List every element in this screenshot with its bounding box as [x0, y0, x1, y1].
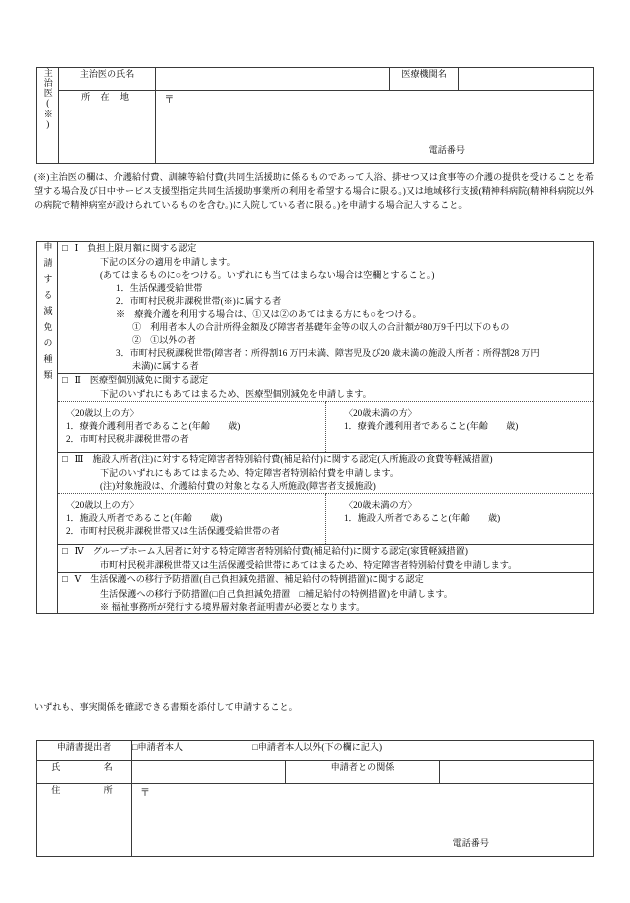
section-5-line-2: ※ 福祉事務所が発行する境界層対象者証明書が必要となります。 — [100, 601, 366, 612]
section-3-left-heading: 〈20歳以上の方〉 — [66, 500, 139, 511]
section-row-3 — [37, 452, 594, 493]
section-1-line-7[interactable]: ② ①以外の者 — [132, 334, 196, 345]
section-3-left-item-1[interactable]: 1．施設入所者であること(年齢 歳) — [66, 512, 223, 523]
section-2-numeral: Ⅱ — [74, 374, 81, 385]
section-3-right-heading: 〈20歳未満の方〉 — [344, 500, 417, 511]
section-row-2 — [37, 373, 594, 401]
section-1-line-9: 未満)に属する者 — [132, 360, 199, 371]
kinds-vertical-label: 申請する減免の種類 — [42, 242, 53, 386]
section-4-cell[interactable] — [58, 544, 594, 572]
submitter-options-cell — [132, 741, 594, 761]
doctor-tel-label: 電話番号 — [428, 145, 465, 156]
section-1-cell[interactable] — [58, 242, 594, 374]
applicant-address-row — [37, 784, 594, 857]
section-1-line-2: (あてはまるものに○をつける。いずれにも当てはまらない場合は空欄とすること。) — [100, 270, 435, 281]
section-2-title: 医療型個別減免に関する認定 — [89, 374, 209, 385]
section-4-title: グループホーム入居者に対する特定障害者特別給付費(補足給付)に関する認定(家賃軽減措置) — [92, 545, 468, 556]
doctor-table-row-name — [37, 68, 594, 91]
section-1-line-4[interactable]: 2．市町村民税非課税世帯(※)に属する者 — [116, 296, 282, 307]
section-2-right-item-1[interactable]: 1．療養介護利用者であること(年齢 歳) — [344, 420, 519, 431]
doctor-note-paragraph: (※)主治医の欄は、介護給付費、訓練等給付費(共同生活援助に係るものであって入浴、排せつ又は食事等の介護の提供を受けることを希望する場合及び日中サービス支援型指定共同生活援助事業所の利用を希望する場合に限る。)又は地域移行支援(精神科病院(精神科病院以外の病院で精神病室が設けられているものを含む。)に入院している者に限る。)を申請する場合記入すること。 — [34, 172, 594, 211]
section-1-numeral: Ⅰ — [74, 243, 79, 253]
section-5-line-1[interactable]: 生活保護への移行予防措置(□自己負担減免措置 □補足給付の特例措置)を申請します。 — [100, 588, 453, 599]
section-2-left-col[interactable] — [58, 402, 326, 452]
section-row-3-sub — [37, 493, 594, 544]
relation-value[interactable] — [440, 761, 594, 784]
section-4-line-1: 市町村民税非課税世帯又は生活保護受給世帯にあてはまるため、特定障害者特別給付費を申請します。 — [100, 560, 518, 571]
relation-label: 申請者との関係 — [286, 761, 440, 784]
section-1-line-3[interactable]: 1．生活保護受給世帯 — [116, 283, 203, 294]
checkbox-section-5[interactable]: □ — [62, 575, 68, 586]
postal-mark-icon: 〒 — [164, 95, 175, 106]
doctor-table — [36, 67, 594, 164]
section-1-line-5: ※ 療養介護を利用する場合は、①又は②のあてはまる方にも○をつける。 — [116, 309, 422, 320]
section-2-right-col[interactable] — [326, 402, 594, 452]
doctor-address-cell[interactable] — [156, 91, 594, 164]
section-3-right-item-1[interactable]: 1．施設入所者であること(年齢 歳) — [344, 512, 501, 523]
doctor-org-value[interactable] — [459, 68, 594, 91]
doctor-vertical-label: 主治医(※) — [42, 68, 53, 130]
applicant-name-label: 氏 名 — [37, 761, 132, 784]
section-3-subtable-cell — [58, 493, 594, 544]
section-row-2-sub — [37, 401, 594, 452]
submitter-label: 申請書提出者 — [37, 741, 132, 761]
section-1-line-8[interactable]: 3．市町村民税課税世帯(障害者：所得割16 万円未満、障害児及び20 歳未満の施設入所者：所得割28 万円 — [116, 347, 540, 358]
section-2-left-item-1[interactable]: 1．療養介護利用者であること(年齢 歳) — [66, 420, 241, 431]
doctor-vertical-label-cell — [37, 68, 59, 164]
section-row-5 — [37, 573, 594, 614]
section-3-line-1: 下記のいずれにもあてはまるため、特定障害者特別給付費を申請します。 — [100, 468, 400, 479]
doctor-address-label: 所 在 地 — [58, 91, 156, 164]
section-2-subtable-cell — [58, 401, 594, 452]
section-row-4 — [37, 544, 594, 572]
section-5-title: 生活保護への移行予防措置(自己負担減免措置、補足給付の特例措置)に関する認定 — [90, 574, 424, 585]
section-3-left-item-2[interactable]: 2．市町村民税非課税世帯又は生活保護受給世帯の者 — [66, 525, 280, 536]
section-2-right-heading: 〈20歳未満の方〉 — [344, 408, 417, 419]
reduction-kinds-table — [36, 241, 594, 614]
section-3-title: 施設入所者(注)に対する特定障害者特別給付費(補足給付)に関する認定(入所施設の食費等軽減措置) — [92, 453, 493, 464]
section-2-heading — [58, 374, 593, 388]
doctor-name-value[interactable] — [156, 68, 390, 91]
section-1-line-6[interactable]: ① 利用者本人の合計所得金額及び障害者基礎年金等の収入の合計額が80万9千円以下のもの — [132, 322, 510, 333]
section-2-subtable — [58, 401, 593, 452]
applicant-tel-label: 電話番号 — [452, 838, 489, 849]
checkbox-section-1[interactable]: □ — [62, 244, 68, 254]
applicant-address-label: 住 所 — [37, 784, 132, 857]
section-row-1 — [37, 242, 594, 374]
applicant-name-value[interactable] — [132, 761, 286, 784]
applicant-submitter-row — [37, 741, 594, 761]
section-2-line-1: 下記のいずれにもあてはまるため、医療型個別減免を申請します。 — [100, 389, 372, 400]
doctor-name-label: 主治医の氏名 — [58, 68, 156, 91]
applicant-table — [36, 740, 594, 857]
section-1-heading — [58, 242, 593, 256]
section-3-left-col[interactable] — [58, 494, 326, 544]
submitter-option-other[interactable]: □申請者本人以外(下の欄に記入) — [252, 742, 383, 752]
section-2-cell[interactable] — [58, 373, 594, 401]
section-1-title: 負担上限月額に関する認定 — [87, 243, 197, 253]
section-1-line-1: 下記の区分の適用を申請します。 — [100, 257, 236, 268]
reduction-kinds-grid — [36, 241, 594, 614]
section-3-cell[interactable] — [58, 452, 594, 493]
section-3-subtable-row — [58, 494, 593, 544]
checkbox-section-4[interactable]: □ — [62, 546, 68, 557]
section-3-line-2: (注)対象施設は、介護給付費の対象となる入所施設(障害者支援施設) — [100, 481, 376, 492]
applicant-name-row — [37, 761, 594, 784]
section-3-heading — [58, 453, 593, 467]
checkbox-section-3[interactable]: □ — [62, 454, 68, 465]
doctor-table-row-address — [37, 91, 594, 164]
section-3-subtable — [58, 493, 593, 544]
attachment-note: いずれも、事実関係を確認できる書類を添付して申請すること。 — [34, 702, 298, 712]
kinds-vertical-label-cell — [37, 242, 58, 614]
section-4-numeral: Ⅳ — [74, 545, 84, 556]
postal-mark-icon-applicant: 〒 — [140, 788, 150, 799]
checkbox-section-2[interactable]: □ — [62, 375, 68, 386]
section-2-subtable-row — [58, 402, 593, 452]
section-4-heading — [58, 545, 593, 559]
section-3-right-col[interactable] — [326, 494, 594, 544]
section-5-numeral: Ⅴ — [74, 574, 82, 585]
doctor-table-grid — [36, 67, 594, 164]
section-2-left-item-2[interactable]: 2．市町村民税非課税世帯の者 — [66, 433, 189, 444]
submitter-option-self[interactable]: □申請者本人 — [132, 742, 183, 752]
applicant-table-grid — [36, 740, 594, 857]
section-5-cell[interactable] — [58, 573, 594, 614]
section-3-numeral: Ⅲ — [74, 453, 84, 464]
doctor-org-label: 医療機関名 — [390, 68, 459, 91]
applicant-address-cell[interactable] — [132, 784, 594, 857]
section-5-heading — [58, 573, 593, 587]
section-2-left-heading: 〈20歳以上の方〉 — [66, 408, 139, 419]
